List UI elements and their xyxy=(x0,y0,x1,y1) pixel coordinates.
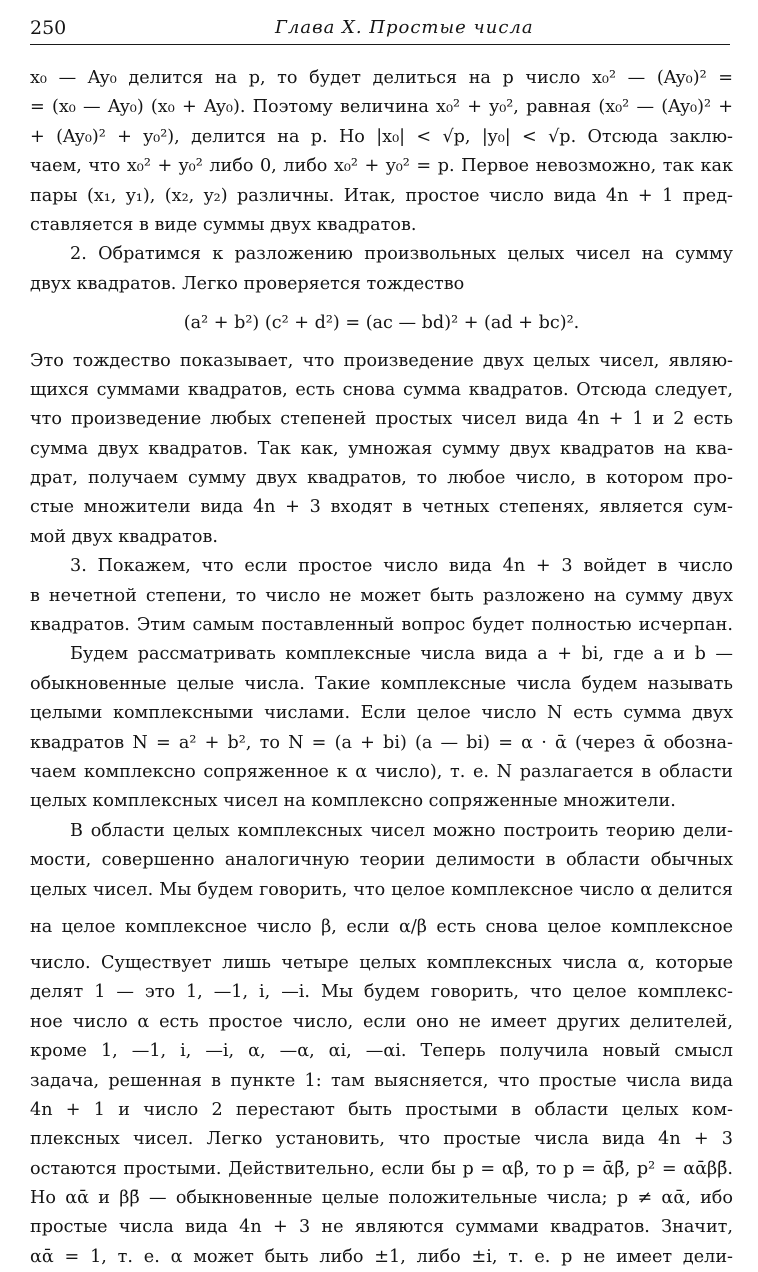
running-title: Глава X. Простые числа xyxy=(275,17,534,38)
text-line: 4n + 1 и число 2 перестают быть простыми в области целых ком- xyxy=(30,1099,733,1120)
text-line: квадратов N = a² + b², то N = (a + bi) (a — bi) = α · ᾱ (через ᾱ обозна- xyxy=(30,732,733,753)
text-line-with-fraction: на целое комплексное число β, если α/β есть снова целое комплексное xyxy=(30,916,733,937)
text-line: что произведение любых степеней простых чисел вида 4n + 1 и 2 есть xyxy=(30,409,733,430)
text-line: Но αᾱ и ββ̄ — обыкновенные целые положительные числа; p ≠ αᾱ, ибо xyxy=(30,1188,733,1209)
text-line: целых чисел. Мы будем говорить, что целое комплексное число α делится xyxy=(30,879,733,900)
text-line: ное число α есть простое число, если оно не имеет других делителей, xyxy=(30,1011,733,1032)
running-header xyxy=(30,14,730,45)
text-line: плексных чисел. Легко установить, что простые числа вида 4n + 3 xyxy=(30,1129,733,1150)
text-line: задача, решенная в пункте 1: там выясняется, что простые числа вида xyxy=(30,1070,733,1091)
paragraph-start-line: В области целых комплексных чисел можно построить теорию дели- xyxy=(70,820,733,841)
text-line: мости, совершенно аналогичную теории делимости в области обычных xyxy=(30,850,733,871)
text-line: квадратов. Этим самым поставленный вопрос будет полностью исчерпан. xyxy=(30,615,733,636)
text-line: стые множители вида 4n + 3 входят в четных степенях, является сум- xyxy=(30,497,733,518)
page-body xyxy=(30,64,733,1272)
text-line: = (x₀ — Ay₀) (x₀ + Ay₀). Поэтому величина x₀² + y₀², равная (x₀² — (Ay₀)² + xyxy=(30,97,733,118)
paragraph-start-line: Будем рассматривать комплексные числа вида a + bi, где a и b — xyxy=(70,644,733,665)
text-line: x₀ — Ay₀ делится на p, то будет делиться на p число x₀² — (Ay₀)² = xyxy=(30,68,733,88)
text-line: кроме 1, —1, i, —i, α, —α, αi, —αi. Теперь получила новый смысл xyxy=(30,1041,733,1062)
text-line: чаем комплексно сопряженное к α число), т. е. N разлагается в области xyxy=(30,761,733,782)
text-line: сумма двух квадратов. Так как, умножая сумму двух квадратов на ква- xyxy=(30,438,733,459)
text-line: делят 1 — это 1, —1, i, —i. Мы будем говорить, что целое комплекс- xyxy=(30,982,733,1003)
text-line: драт, получаем сумму двух квадратов, то любое число, в котором про- xyxy=(30,468,733,489)
text-line: целых комплексных чисел на комплексно сопряженные множители. xyxy=(30,791,676,812)
display-formula: (a² + b²) (c² + d²) = (ac — bd)² + (ad + bc)². xyxy=(183,313,580,334)
text-line: + (Ay₀)² + y₀²), делится на p. Но |x₀| < √p, |y₀| < √p. Отсюда заклю- xyxy=(30,126,733,147)
text-line: αᾱ = 1, т. е. α может быть либо ±1, либо ±i, т. е. p не имеет дели- xyxy=(30,1246,733,1267)
text-line: ставляется в виде суммы двух квадратов. xyxy=(30,214,417,235)
text-line: число. Существует лишь четыре целых комплексных числа α, которые xyxy=(30,952,733,973)
text-line: Это тождество показывает, что произведение двух целых чисел, являю- xyxy=(30,350,733,371)
text-line: мой двух квадратов. xyxy=(30,526,218,547)
text-line: целыми комплексными числами. Если целое число N есть сумма двух xyxy=(30,703,733,724)
text-line: в нечетной степени, то число не может быть разложено на сумму двух xyxy=(30,585,733,606)
paragraph-start-line: 2. Обратимся к разложению произвольных целых чисел на сумму xyxy=(70,244,733,265)
text-line: обыкновенные целые числа. Такие комплексные числа будем называть xyxy=(30,673,733,694)
text-line: чаем, что x₀² + y₀² либо 0, либо x₀² + y₀² = p. Первое невозможно, так как xyxy=(30,156,733,177)
text-line: пары (x₁, y₁), (x₂, y₂) различны. Итак, простое число вида 4n + 1 пред- xyxy=(30,185,733,206)
paragraph-start-line: 3. Покажем, что если простое число вида 4n + 3 войдет в число xyxy=(70,556,733,577)
text-line: остаются простыми. Действительно, если бы p = αβ, то p = ᾱβ̄, p² = αᾱββ̄. xyxy=(30,1158,733,1179)
text-line: простые числа вида 4n + 3 не являются суммами квадратов. Значит, xyxy=(30,1217,733,1238)
page-number: 250 xyxy=(30,17,67,39)
text-line: двух квадратов. Легко проверяется тождество xyxy=(30,273,465,294)
text-line: щихся суммами квадратов, есть снова сумма квадратов. Отсюда следует, xyxy=(30,379,733,400)
